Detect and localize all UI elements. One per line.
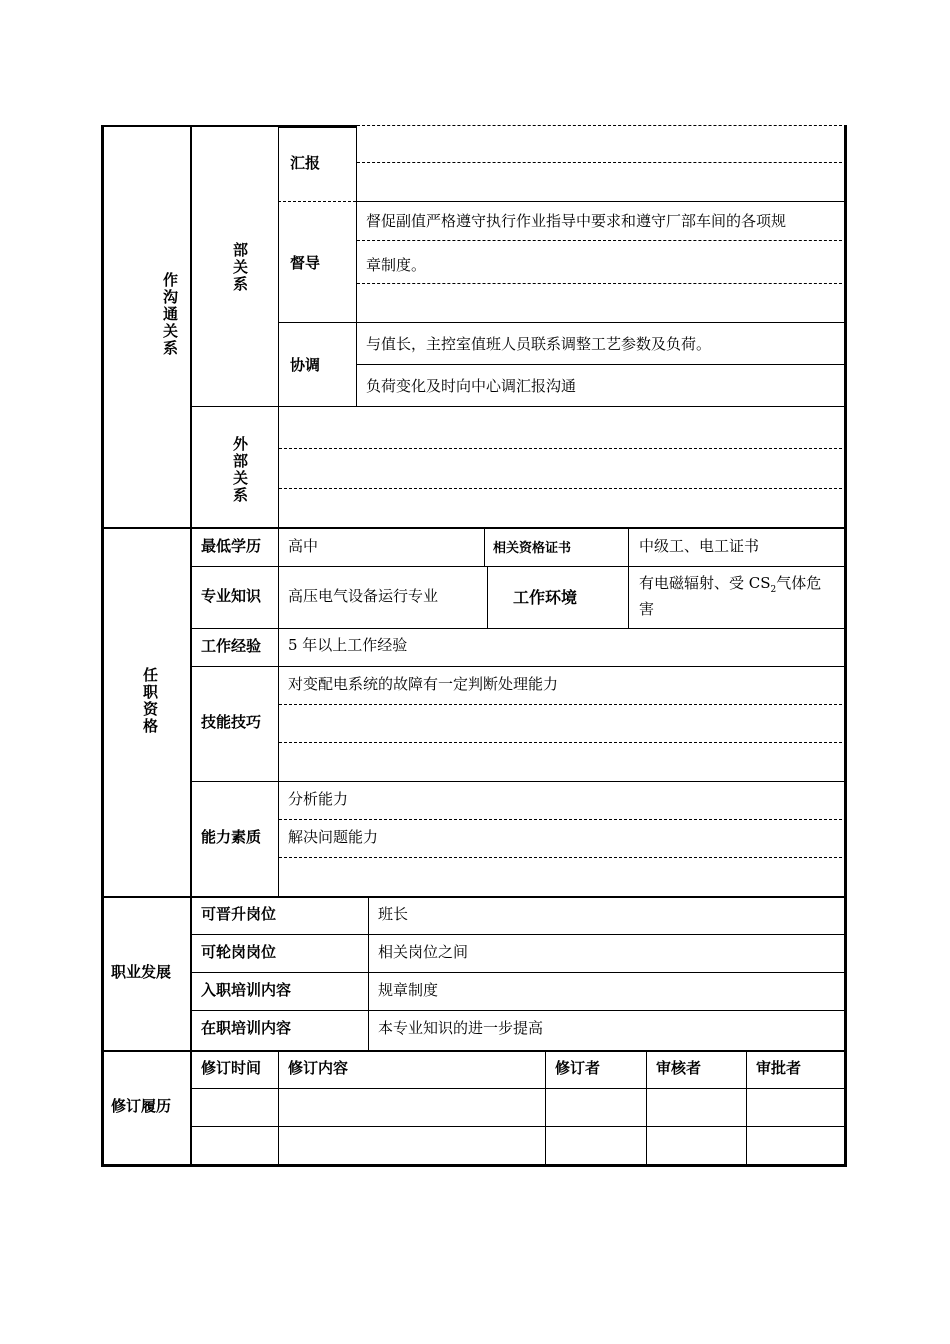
dashed-line	[279, 488, 847, 489]
row-border	[190, 781, 847, 782]
row-border	[357, 201, 847, 202]
environment-label: 工作环境	[513, 588, 578, 607]
experience-value: 5 年以上工作经验	[288, 636, 408, 654]
divider	[190, 125, 192, 527]
supervise-text-line1: 督促副值严格遵守执行作业指导中要求和遵守厂部车间的各项规	[366, 212, 787, 230]
external-relations-label: 外部关系	[231, 436, 249, 504]
section-label-career: 职业发展	[111, 963, 172, 981]
row-border	[190, 1010, 847, 1011]
dashed-line	[357, 240, 847, 241]
supervise-label: 督导	[290, 254, 321, 272]
dashed-line	[279, 448, 847, 449]
divider	[190, 527, 192, 897]
row-border	[190, 972, 847, 973]
onboarding-label: 入职培训内容	[201, 981, 292, 999]
inservice-label: 在职培训内容	[201, 1019, 292, 1037]
internal-relations-label: 部关系	[231, 242, 249, 293]
row-border	[190, 1126, 847, 1127]
row-border	[190, 1088, 847, 1089]
dashed-line	[357, 162, 847, 163]
divider	[646, 1051, 647, 1167]
rotation-label: 可轮岗岗位	[201, 943, 277, 961]
divider	[368, 897, 369, 1050]
dashed-line	[279, 704, 847, 705]
dashed-line	[279, 857, 847, 858]
section-border	[101, 527, 847, 529]
certificate-label: 相关资格证书	[493, 541, 572, 556]
knowledge-label: 专业知识	[201, 587, 262, 605]
certificate-value: 中级工、电工证书	[639, 537, 760, 555]
divider	[484, 528, 485, 567]
row-border	[190, 666, 847, 667]
row-border	[278, 127, 357, 128]
promotion-value: 班长	[378, 905, 409, 923]
divider	[278, 125, 279, 527]
skills-value: 对变配电系统的故障有一定判断处理能力	[288, 675, 559, 693]
ability-label: 能力素质	[201, 828, 262, 846]
coordinate-text-line1: 与值长，主控室值班人员联系调整工艺参数及负荷。	[366, 335, 712, 353]
environment-value-part2: 气体危	[776, 574, 822, 592]
revision-header-reviewer: 审核者	[656, 1059, 702, 1077]
promotion-label: 可晋升岗位	[201, 905, 277, 923]
divider	[278, 528, 279, 896]
table-bottom-border	[190, 1165, 847, 1167]
knowledge-value: 高压电气设备运行专业	[288, 587, 439, 605]
divider	[190, 1050, 192, 1167]
environment-value-part1: 有电磁辐射、受 CS	[639, 574, 771, 592]
coordinate-text-line2: 负荷变化及时向中心调汇报沟通	[366, 377, 577, 395]
dashed-line	[279, 742, 847, 743]
section-label-communication: 作沟通关系	[161, 272, 179, 357]
row-border	[190, 934, 847, 935]
skills-label: 技能技巧	[201, 713, 262, 731]
revision-header-reviser: 修订者	[555, 1059, 601, 1077]
row-border	[190, 628, 847, 629]
dashed-line	[357, 125, 847, 126]
divider	[746, 1051, 747, 1167]
ability-value-2: 解决问题能力	[288, 828, 379, 846]
environment-value	[639, 572, 821, 595]
divider	[278, 1051, 279, 1167]
inservice-value: 本专业知识的进一步提高	[378, 1019, 544, 1037]
row-border	[190, 566, 847, 567]
revision-header-time: 修订时间	[201, 1059, 262, 1077]
divider	[545, 1051, 546, 1167]
onboarding-value: 规章制度	[378, 981, 439, 999]
section-border	[101, 1050, 847, 1052]
section-label-qualification: 任职资格	[141, 667, 159, 735]
experience-label: 工作经验	[201, 637, 262, 655]
revision-header-content: 修订内容	[288, 1059, 349, 1077]
environment-subscript: 2	[770, 585, 777, 595]
dashed-line	[278, 201, 356, 202]
environment-value-line2: 害	[639, 600, 655, 618]
section-label-revision: 修订履历	[111, 1097, 172, 1115]
report-label: 汇报	[290, 154, 321, 172]
divider	[628, 528, 629, 628]
row-border	[190, 406, 847, 407]
supervise-text-line2: 章制度。	[366, 256, 427, 274]
education-label: 最低学历	[201, 537, 262, 555]
coordinate-label: 协调	[290, 356, 321, 374]
dashed-line	[279, 819, 847, 820]
section-border	[101, 896, 847, 898]
row-border	[357, 364, 847, 365]
dashed-line	[357, 283, 847, 284]
rotation-value: 相关岗位之间	[378, 943, 469, 961]
divider	[487, 567, 488, 628]
ability-value-1: 分析能力	[288, 790, 349, 808]
revision-header-approver: 审批者	[756, 1059, 802, 1077]
education-value: 高中	[288, 537, 319, 555]
divider	[190, 896, 192, 1051]
row-border	[278, 322, 847, 323]
